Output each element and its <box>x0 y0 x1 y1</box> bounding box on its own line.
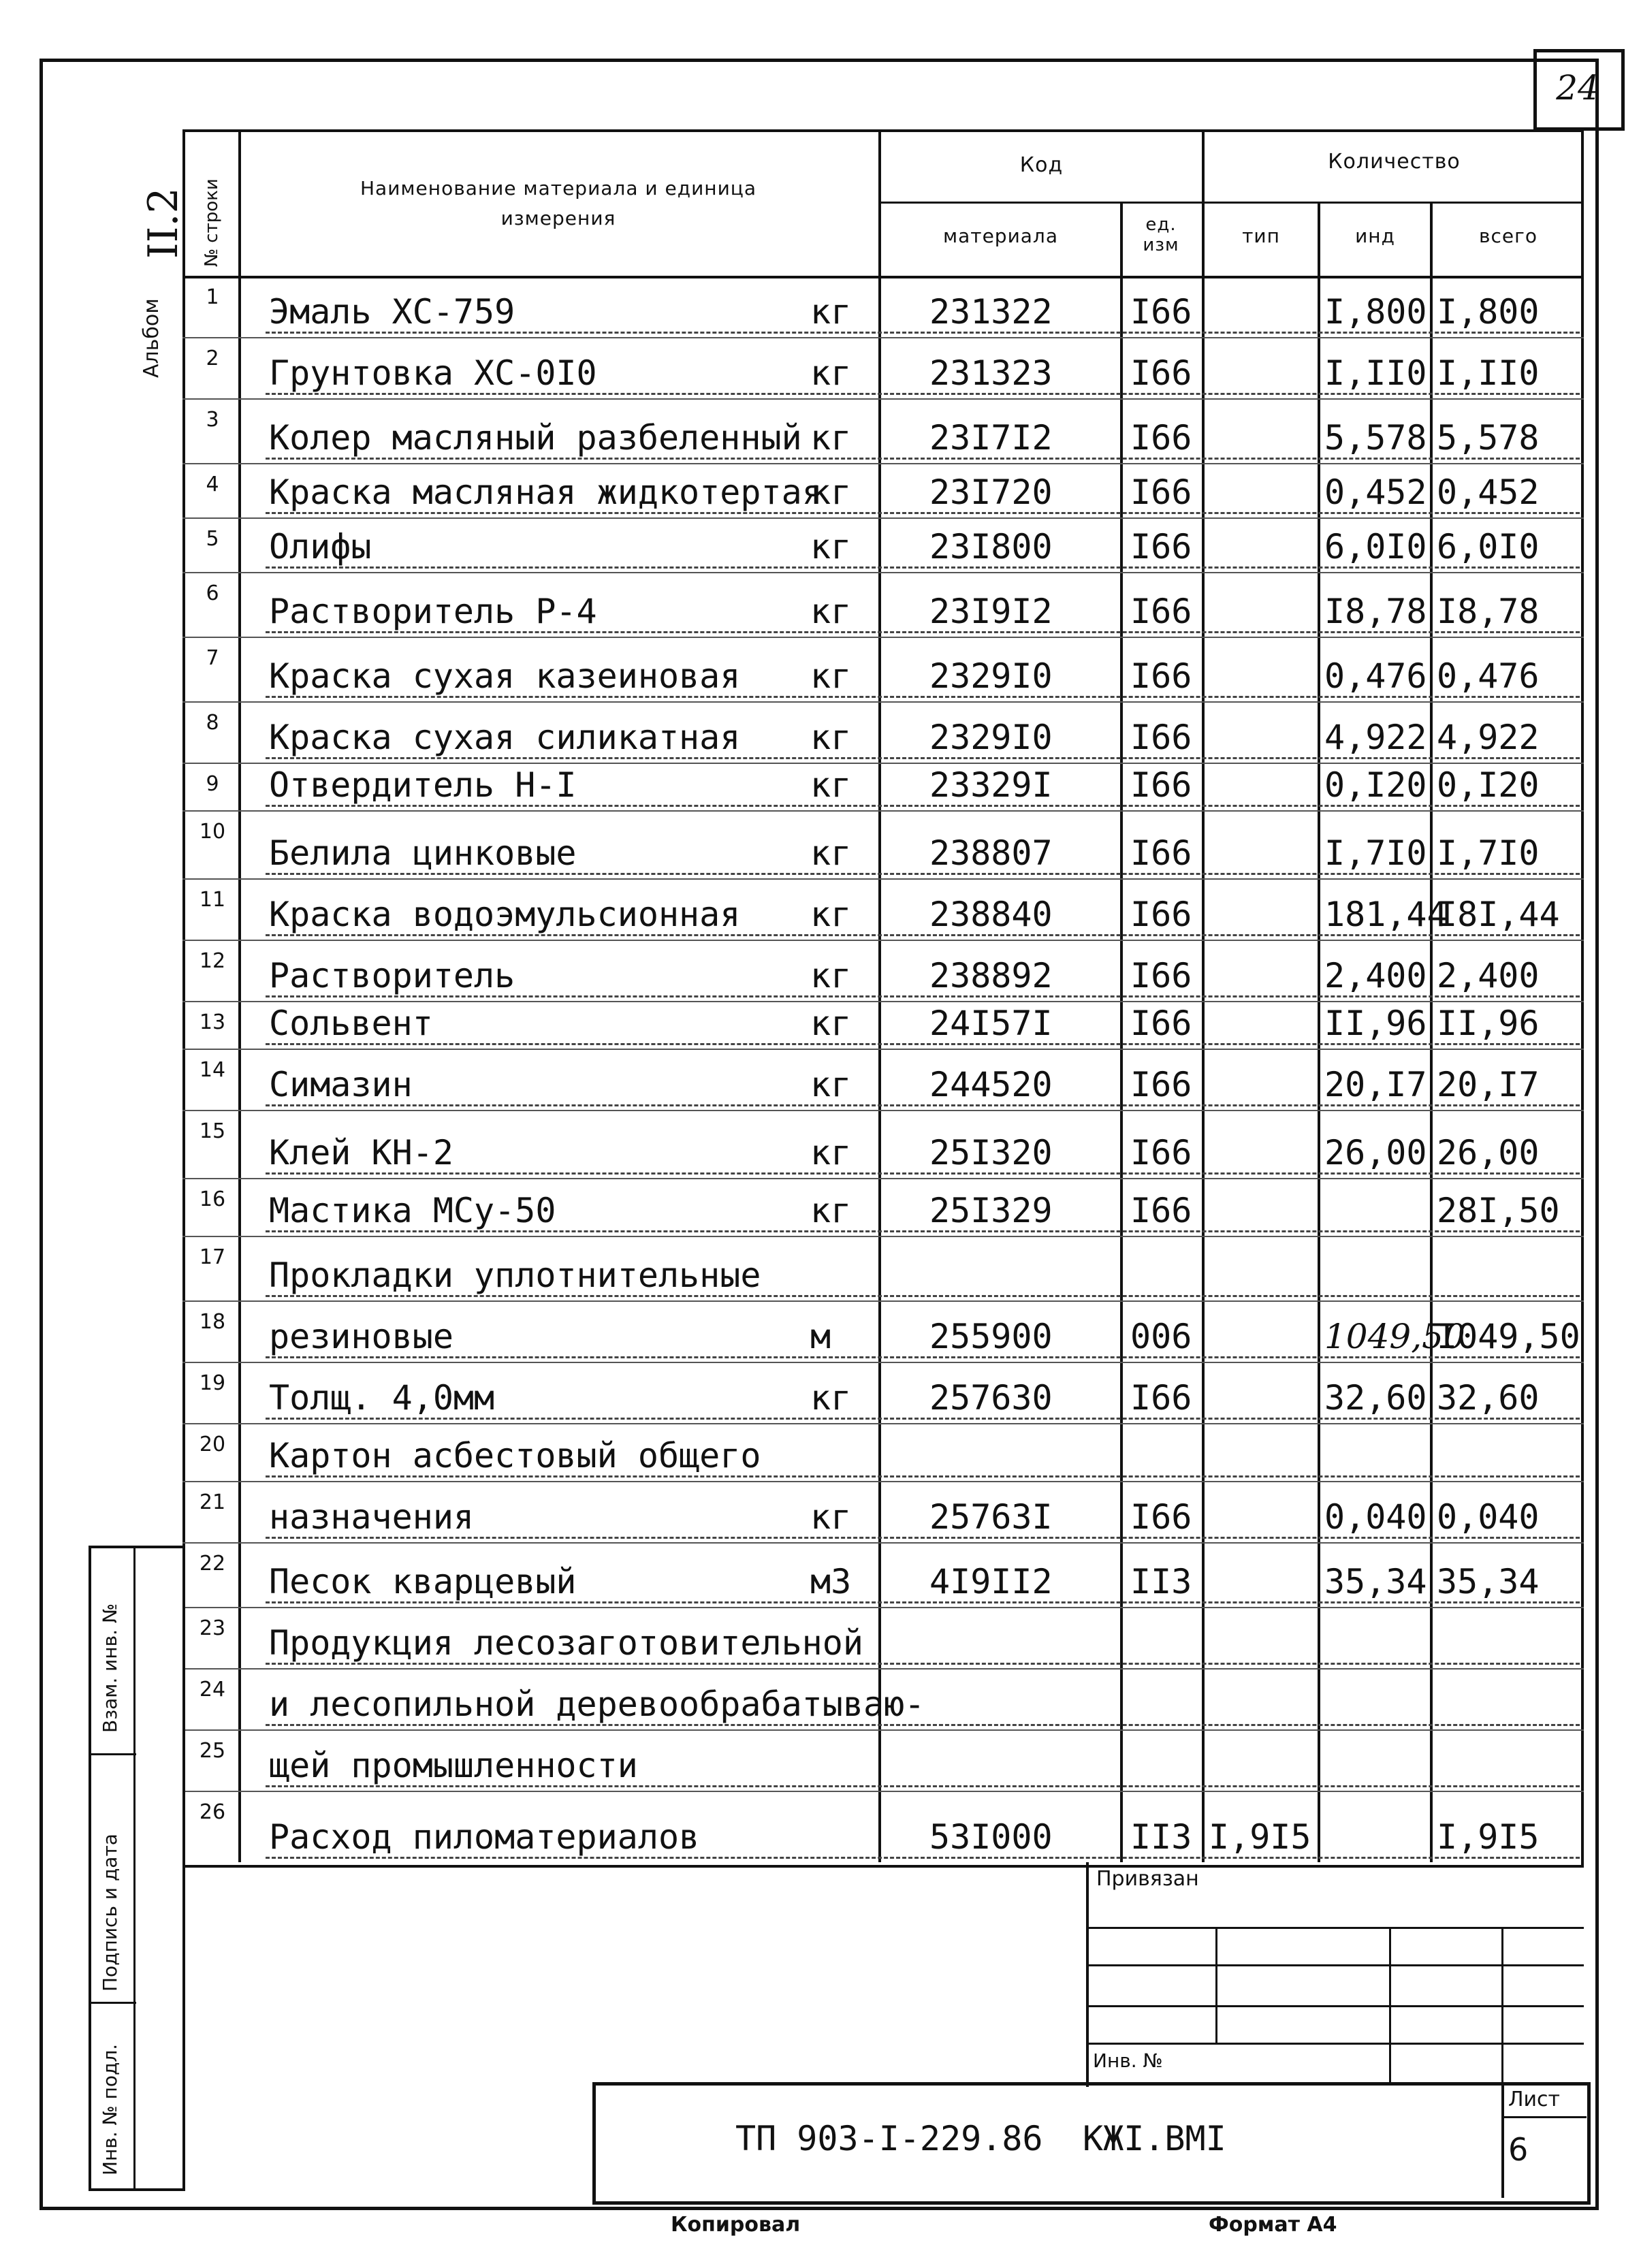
cell-ind: 181,44 <box>1324 895 1448 934</box>
cell-code: 244520 <box>929 1065 1053 1104</box>
cell-type: I,9I5 <box>1209 1817 1311 1857</box>
cell-code: 4I9II2 <box>929 1562 1053 1601</box>
stamp-top-line <box>1086 1862 1089 2087</box>
cell-name: Растворитель <box>269 956 515 995</box>
cell-name: щей промышленности <box>269 1746 638 1785</box>
cell-unit: кг <box>810 592 852 631</box>
cell-ind: I8,78 <box>1324 592 1427 631</box>
col-line-code <box>1120 202 1123 1862</box>
cell-code: 238807 <box>929 833 1053 873</box>
cell-unit: кг <box>810 895 852 934</box>
cell-ed: I66 <box>1130 1004 1192 1043</box>
document-mark: КЖI.ВМI <box>1083 2119 1226 2158</box>
cell-unit: м <box>810 1317 831 1356</box>
cell-ind: 4,922 <box>1324 718 1427 757</box>
row-underline <box>266 1418 1580 1420</box>
cell-total: 2,400 <box>1437 956 1540 995</box>
cell-code: 23I800 <box>929 527 1053 566</box>
header-code-material: материала <box>942 225 1058 247</box>
cell-code: 2329I0 <box>929 656 1053 696</box>
row-number: 21 <box>199 1490 226 1514</box>
cell-ind: 2,400 <box>1324 956 1427 995</box>
row-separator <box>182 1362 1584 1363</box>
cell-total: II,96 <box>1437 1004 1540 1043</box>
row-underline <box>266 1475 1580 1478</box>
row-underline <box>266 934 1580 936</box>
cell-ind: 1049,50 <box>1324 1317 1465 1356</box>
row-number: 18 <box>199 1310 226 1334</box>
row-underline <box>266 1857 1580 1859</box>
cell-code: 2329I0 <box>929 718 1053 757</box>
cell-name: Растворитель Р-4 <box>269 592 597 631</box>
cell-code: 238892 <box>929 956 1053 995</box>
row-number: 12 <box>199 949 226 973</box>
cell-ed: I66 <box>1130 765 1192 805</box>
cell-unit: м3 <box>810 1562 852 1601</box>
cell-ed: II3 <box>1130 1562 1192 1601</box>
document-code: ТП 903-I-229.86 <box>735 2119 1043 2158</box>
row-underline <box>266 757 1580 759</box>
cell-ed: I66 <box>1130 656 1192 696</box>
cell-ed: I66 <box>1130 1191 1192 1230</box>
cell-name: Белила цинковые <box>269 833 577 873</box>
cell-ed: I66 <box>1130 418 1192 458</box>
cell-total: I,800 <box>1437 292 1540 332</box>
cell-ind: I,II0 <box>1324 353 1427 393</box>
cell-ind: 0,I20 <box>1324 765 1427 805</box>
cell-name: Расход пиломатериалов <box>269 1817 700 1857</box>
cell-code: 23I9I2 <box>929 592 1053 631</box>
cell-code: 238840 <box>929 895 1053 934</box>
cell-unit: кг <box>810 833 852 873</box>
row-separator <box>182 1668 1584 1670</box>
row-underline <box>266 1356 1580 1358</box>
row-number: 26 <box>199 1800 226 1824</box>
row-separator <box>182 1049 1584 1050</box>
cell-name: Продукция лесозаготовительной <box>269 1623 863 1663</box>
row-separator <box>182 637 1584 638</box>
header-qty-ind: инд <box>1355 225 1395 247</box>
row-number: 24 <box>199 1678 226 1702</box>
cell-unit: кг <box>810 527 852 566</box>
cell-unit: кг <box>810 292 852 332</box>
row-separator <box>182 940 1584 941</box>
stamp-inv-no: Инв. № <box>1093 2049 1163 2072</box>
row-number: 4 <box>206 473 219 496</box>
row-underline <box>266 1785 1580 1787</box>
cell-unit: кг <box>810 1065 852 1104</box>
row-separator <box>182 810 1584 812</box>
cell-name: Картон асбестовый общего <box>269 1436 761 1475</box>
cell-ed: I66 <box>1130 292 1192 332</box>
header-code-unit: ед. изм <box>1143 214 1179 255</box>
cell-unit: кг <box>810 1191 852 1230</box>
row-underline <box>266 873 1580 875</box>
cell-name: Симазин <box>269 1065 413 1104</box>
row-number: 23 <box>199 1616 226 1640</box>
cell-ind: II,96 <box>1324 1004 1427 1043</box>
col-line-no <box>238 129 241 1862</box>
row-underline <box>266 1537 1580 1539</box>
row-number: 17 <box>199 1245 226 1269</box>
cell-ed: I66 <box>1130 592 1192 631</box>
cell-ind: 35,34 <box>1324 1562 1427 1601</box>
cell-total: I,II0 <box>1437 353 1540 393</box>
cell-unit: кг <box>810 1378 852 1418</box>
header-mid-line <box>878 202 1584 204</box>
row-number: 8 <box>206 711 219 735</box>
header-qty-total: всего <box>1479 225 1538 247</box>
cell-total: I8I,44 <box>1437 895 1560 934</box>
row-underline <box>266 805 1580 807</box>
cell-code: 25I320 <box>929 1133 1053 1172</box>
row-underline <box>266 696 1580 698</box>
side-stamp-podpis: Подпись и дата <box>99 1834 121 1992</box>
header-qty-type: тип <box>1242 225 1280 247</box>
album-number: II.2 <box>140 187 187 259</box>
cell-ed: II3 <box>1130 1817 1192 1857</box>
cell-name: и лесопильной деревообрабатываю- <box>269 1684 925 1724</box>
row-number: 19 <box>199 1371 226 1395</box>
cell-total: 6,0I0 <box>1437 527 1540 566</box>
cell-name: Колер масляный разбеленный <box>269 418 802 458</box>
row-separator <box>182 1178 1584 1179</box>
cell-name: Прокладки уплотнительные <box>269 1256 761 1295</box>
cell-ed: I66 <box>1130 895 1192 934</box>
page-number: 24 <box>1556 68 1599 108</box>
stamp-v1 <box>1215 1927 1217 2043</box>
row-separator <box>182 1423 1584 1424</box>
row-separator <box>182 1481 1584 1482</box>
cell-total: 0,476 <box>1437 656 1540 696</box>
row-number: 5 <box>206 527 219 551</box>
row-underline <box>266 332 1580 334</box>
col-line-ind <box>1430 202 1433 1862</box>
row-separator <box>182 337 1584 338</box>
footer-copied: Копировал <box>671 2213 801 2237</box>
cell-code: 23I720 <box>929 473 1053 512</box>
cell-name: Грунтовка ХС-0I0 <box>269 353 597 393</box>
stamp-h1 <box>1086 1927 1584 1929</box>
row-separator <box>182 1110 1584 1111</box>
row-separator <box>182 1542 1584 1544</box>
row-separator <box>182 463 1584 464</box>
row-underline <box>266 1724 1580 1726</box>
sheet-label: Лист <box>1508 2088 1561 2111</box>
cell-total: 26,00 <box>1437 1133 1540 1172</box>
row-underline <box>266 995 1580 997</box>
row-underline <box>266 458 1580 460</box>
stamp-h3 <box>1086 2005 1584 2007</box>
cell-total: 5,578 <box>1437 418 1540 458</box>
title-block-sheet-divider <box>1501 2082 1504 2198</box>
row-separator <box>182 1729 1584 1731</box>
cell-ind: 6,0I0 <box>1324 527 1427 566</box>
cell-unit: кг <box>810 353 852 393</box>
cell-name: резиновые <box>269 1317 453 1356</box>
col-line-type <box>1318 202 1320 1862</box>
cell-ind: 0,476 <box>1324 656 1427 696</box>
cell-unit: кг <box>810 418 852 458</box>
cell-name: Сольвент <box>269 1004 433 1043</box>
row-number: 11 <box>199 888 226 912</box>
cell-total: 28I,50 <box>1437 1191 1560 1230</box>
cell-name: Олифы <box>269 527 372 566</box>
cell-code: 23I7I2 <box>929 418 1053 458</box>
cell-unit: кг <box>810 1133 852 1172</box>
cell-unit: кг <box>810 1004 852 1043</box>
cell-ed: I66 <box>1130 1378 1192 1418</box>
cell-code: 24I57I <box>929 1004 1053 1043</box>
cell-total: 4,922 <box>1437 718 1540 757</box>
side-stamp-h1 <box>89 1753 136 1755</box>
cell-unit: кг <box>810 1497 852 1537</box>
cell-name: Клей КН-2 <box>269 1133 453 1172</box>
cell-ind: 0,040 <box>1324 1497 1427 1537</box>
cell-ind: 26,00 <box>1324 1133 1427 1172</box>
row-number: 7 <box>206 646 219 670</box>
row-number: 16 <box>199 1187 226 1211</box>
row-number: 6 <box>206 581 219 605</box>
cell-total: 32,60 <box>1437 1378 1540 1418</box>
cell-ed: I66 <box>1130 353 1192 393</box>
cell-unit: кг <box>810 956 852 995</box>
row-number: 15 <box>199 1119 226 1143</box>
row-number: 22 <box>199 1552 226 1576</box>
cell-name: Краска водоэмульсионная <box>269 895 741 934</box>
cell-ind: 0,452 <box>1324 473 1427 512</box>
row-separator <box>182 1607 1584 1608</box>
cell-name: Краска сухая силикатная <box>269 718 741 757</box>
cell-name: Отвердитель Н-I <box>269 765 577 805</box>
row-underline <box>266 1601 1580 1603</box>
row-separator <box>182 572 1584 573</box>
header-code: Код <box>1019 153 1064 177</box>
cell-code: 25763I <box>929 1497 1053 1537</box>
cell-total: I,9I5 <box>1437 1817 1540 1857</box>
cell-ed: I66 <box>1130 473 1192 512</box>
row-underline <box>266 1172 1580 1175</box>
cell-total: 35,34 <box>1437 1562 1540 1601</box>
cell-ind: 20,I7 <box>1324 1065 1427 1104</box>
row-separator <box>182 1236 1584 1237</box>
row-separator <box>182 398 1584 400</box>
row-number: 14 <box>199 1058 226 1082</box>
row-separator <box>182 517 1584 519</box>
cell-name: Песок кварцевый <box>269 1562 577 1601</box>
side-stamp-inv-podl: Инв. № подл. <box>99 2043 121 2175</box>
cell-code: 257630 <box>929 1378 1053 1418</box>
cell-total: I,7I0 <box>1437 833 1540 873</box>
cell-total: 0,040 <box>1437 1497 1540 1537</box>
row-separator <box>182 1001 1584 1002</box>
sheet-number: 6 <box>1508 2131 1529 2168</box>
cell-name: Мастика МСу-50 <box>269 1191 556 1230</box>
cell-unit: кг <box>810 473 852 512</box>
row-underline <box>266 1295 1580 1297</box>
cell-total: 0,452 <box>1437 473 1540 512</box>
row-underline <box>266 631 1580 633</box>
cell-unit: кг <box>810 765 852 805</box>
stamp-v2 <box>1389 1927 1391 2083</box>
cell-code: 25I329 <box>929 1191 1053 1230</box>
cell-total: 0,I20 <box>1437 765 1540 805</box>
header-name: Наименование материала и единица измерения <box>360 177 756 229</box>
row-underline <box>266 393 1580 395</box>
cell-ed: I66 <box>1130 1497 1192 1537</box>
cell-total: 20,I7 <box>1437 1065 1540 1104</box>
cell-name: Эмаль ХС-759 <box>269 292 515 332</box>
header-bottom-line <box>182 276 1584 278</box>
side-stamp-mid <box>133 1546 136 2188</box>
row-underline <box>266 1043 1580 1045</box>
footer-format: Формат А4 <box>1209 2213 1337 2237</box>
row-number: 1 <box>206 285 219 309</box>
row-number: 20 <box>199 1433 226 1456</box>
cell-ed: I66 <box>1130 1065 1192 1104</box>
row-number: 10 <box>199 820 226 844</box>
cell-ind: 5,578 <box>1324 418 1427 458</box>
row-number: 25 <box>199 1739 226 1763</box>
row-number: 2 <box>206 347 219 370</box>
cell-total: I8,78 <box>1437 592 1540 631</box>
row-underline <box>266 1663 1580 1665</box>
cell-name: Краска сухая казеиновая <box>269 656 741 696</box>
row-number: 3 <box>206 408 219 432</box>
row-number: 9 <box>206 772 219 796</box>
row-separator <box>182 878 1584 880</box>
stamp-v3 <box>1501 1927 1503 2083</box>
cell-code: 23329I <box>929 765 1053 805</box>
cell-ind: I,800 <box>1324 292 1427 332</box>
cell-ed: I66 <box>1130 527 1192 566</box>
row-separator <box>182 763 1584 764</box>
cell-code: 255900 <box>929 1317 1053 1356</box>
row-separator <box>182 1300 1584 1302</box>
side-stamp-h2 <box>89 2002 136 2004</box>
row-underline <box>266 566 1580 569</box>
cell-ind: I,7I0 <box>1324 833 1427 873</box>
row-underline <box>266 1230 1580 1232</box>
cell-name: назначения <box>269 1497 475 1537</box>
cell-code: 231322 <box>929 292 1053 332</box>
title-block-sheet-hline <box>1501 2116 1587 2118</box>
cell-ed: 006 <box>1130 1317 1192 1356</box>
cell-code: 231323 <box>929 353 1053 393</box>
cell-name: Толщ. 4,0мм <box>269 1378 495 1418</box>
side-stamp-vzam-inv: Взам. инв. № <box>99 1603 121 1733</box>
stamp-h4 <box>1086 2043 1584 2045</box>
row-underline <box>266 1104 1580 1106</box>
row-underline <box>266 512 1580 514</box>
album-label: Альбом <box>140 298 163 378</box>
header-quantity: Количество <box>1328 150 1461 174</box>
cell-ed: I66 <box>1130 1133 1192 1172</box>
stamp-privyazan: Привязан <box>1096 1867 1199 1891</box>
row-number: 13 <box>199 1010 226 1034</box>
stamp-h2 <box>1086 1964 1584 1966</box>
cell-total: I049,50 <box>1437 1317 1580 1356</box>
cell-code: 53I000 <box>929 1817 1053 1857</box>
cell-unit: кг <box>810 656 852 696</box>
cell-unit: кг <box>810 718 852 757</box>
cell-name: Краска масляная жидкотертая <box>269 473 823 512</box>
row-separator <box>182 1791 1584 1792</box>
cell-ind: 32,60 <box>1324 1378 1427 1418</box>
header-row-no: № строки <box>202 178 222 267</box>
cell-ed: I66 <box>1130 833 1192 873</box>
row-separator <box>182 701 1584 703</box>
cell-ed: I66 <box>1130 956 1192 995</box>
cell-ed: I66 <box>1130 718 1192 757</box>
